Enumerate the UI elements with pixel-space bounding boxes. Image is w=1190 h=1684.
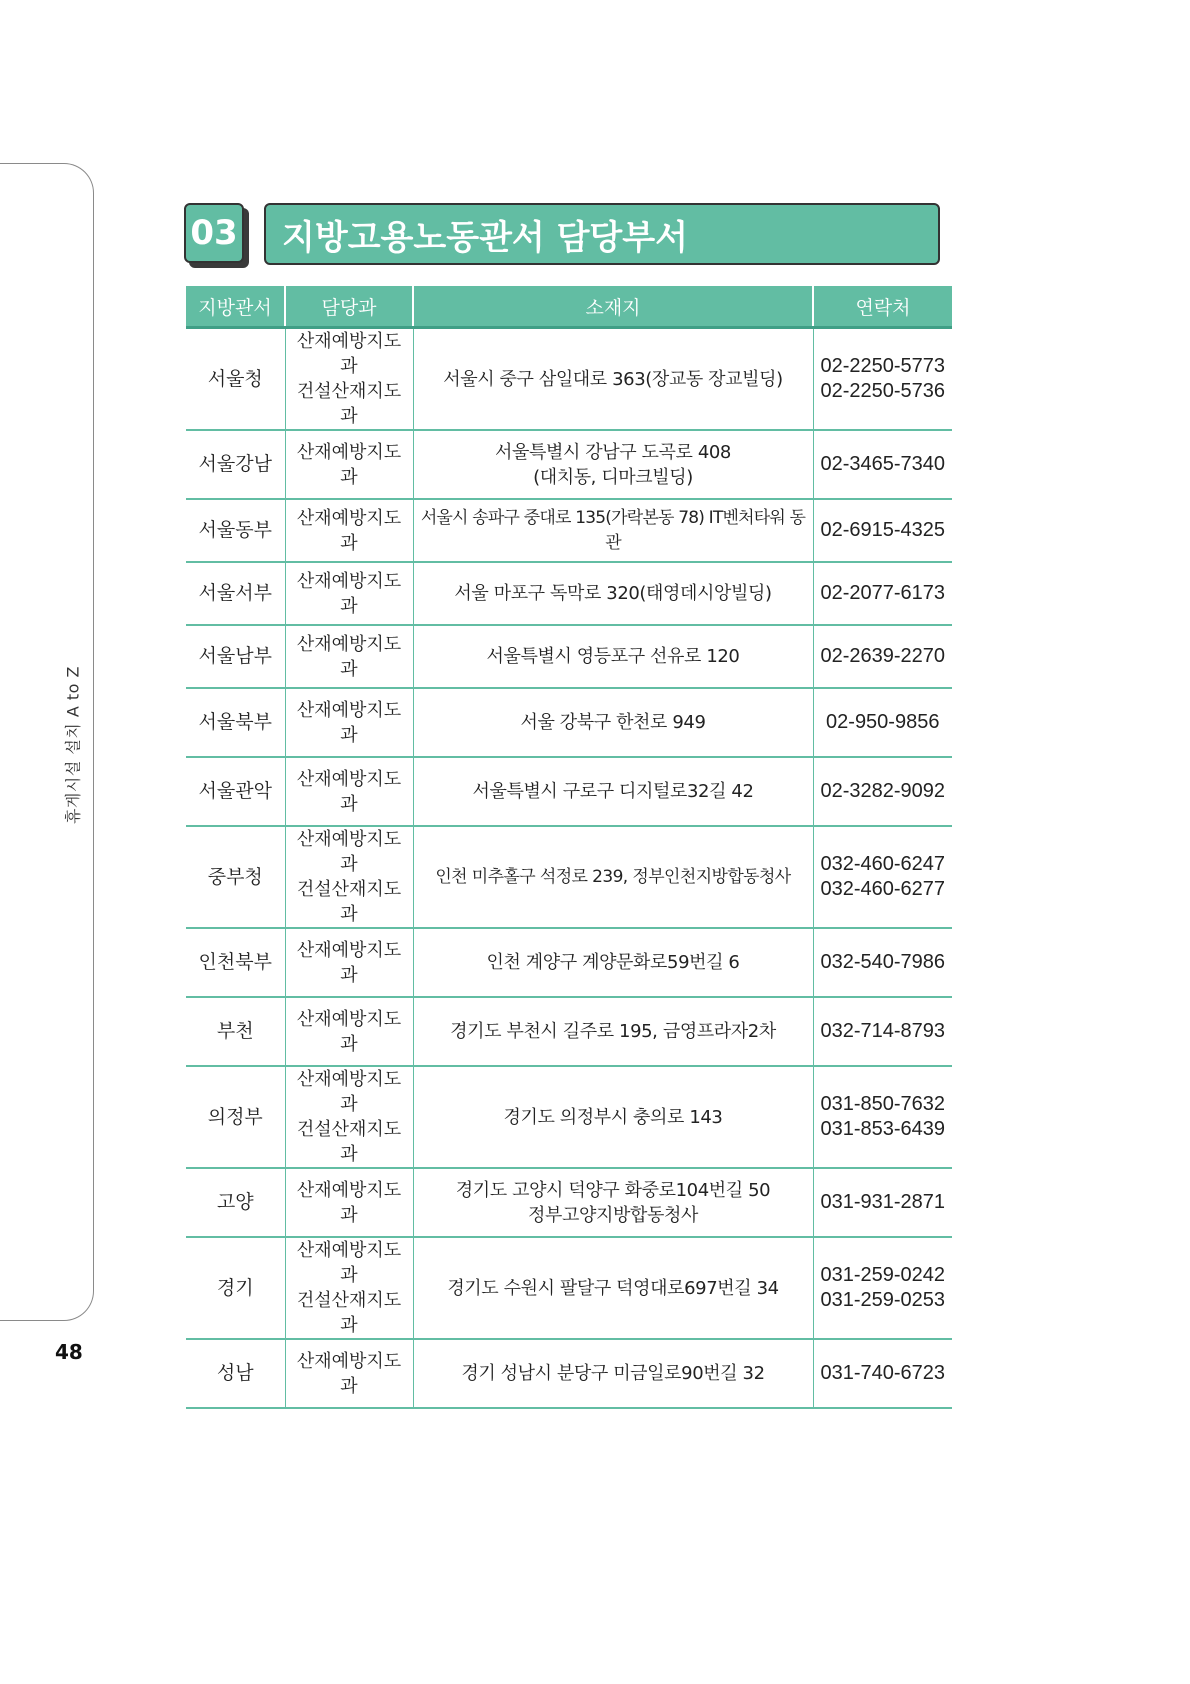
phone-cell: 032-460-6247 032-460-6277 (813, 826, 952, 928)
table-row (186, 328, 952, 431)
address-cell: 경기도 의정부시 충의로 143 (413, 1066, 813, 1168)
address-cell: 인천 미추홀구 석정로 239, 정부인천지방합동청사 (413, 826, 813, 928)
table-row (186, 1339, 952, 1408)
sidebar-label: 휴게시설 설치 A to Z (63, 665, 83, 825)
department-cell: 산재예방지도과 (285, 1339, 413, 1408)
phone-cell: 02-3282-9092 (813, 757, 952, 826)
address-cell: 서울시 송파구 중대로 135(가락본동 78) IT벤처타워 동관 (413, 499, 813, 562)
table-row (186, 997, 952, 1066)
office-cell: 서울관악 (186, 757, 285, 826)
department-cell: 산재예방지도과 (285, 928, 413, 997)
office-cell: 성남 (186, 1339, 285, 1408)
table-row (186, 562, 952, 625)
header-contact: 연락처 (813, 286, 952, 328)
office-cell: 서울동부 (186, 499, 285, 562)
table-row (186, 1168, 952, 1237)
table-row (186, 430, 952, 499)
department-cell: 산재예방지도과 건설산재지도과 (285, 1237, 413, 1339)
section-title: 지방고용노동관서 담당부서 (264, 203, 940, 265)
address-cell: 경기 성남시 분당구 미금일로90번길 32 (413, 1339, 813, 1408)
office-cell: 고양 (186, 1168, 285, 1237)
phone-cell: 032-540-7986 (813, 928, 952, 997)
phone-cell: 032-714-8793 (813, 997, 952, 1066)
page-number: 48 (55, 1340, 83, 1364)
address-cell: 인천 계양구 계양문화로59번길 6 (413, 928, 813, 997)
department-cell: 산재예방지도과 건설산재지도과 (285, 826, 413, 928)
address-cell: 서울특별시 영등포구 선유로 120 (413, 625, 813, 688)
table-row (186, 757, 952, 826)
office-cell: 중부청 (186, 826, 285, 928)
table-header-row (186, 286, 952, 328)
office-table (186, 286, 952, 1409)
department-cell: 산재예방지도과 (285, 562, 413, 625)
office-cell: 서울북부 (186, 688, 285, 757)
phone-cell: 02-950-9856 (813, 688, 952, 757)
address-cell: 서울 마포구 독막로 320(태영데시앙빌딩) (413, 562, 813, 625)
table-row (186, 1066, 952, 1168)
address-cell: 서울시 중구 삼일대로 363(장교동 장교빌딩) (413, 328, 813, 431)
address-cell: 경기도 고양시 덕양구 화중로104번길 50 정부고양지방합동청사 (413, 1168, 813, 1237)
section-number: 03 (184, 203, 244, 263)
header-office: 지방관서 (186, 286, 285, 328)
table-row (186, 1237, 952, 1339)
phone-cell: 02-2077-6173 (813, 562, 952, 625)
office-cell: 서울남부 (186, 625, 285, 688)
table-row (186, 499, 952, 562)
department-cell: 산재예방지도과 (285, 997, 413, 1066)
address-cell: 서울 강북구 한천로 949 (413, 688, 813, 757)
address-cell: 서울특별시 구로구 디지털로32길 42 (413, 757, 813, 826)
phone-cell: 02-3465-7340 (813, 430, 952, 499)
department-cell: 산재예방지도과 (285, 757, 413, 826)
office-cell: 의정부 (186, 1066, 285, 1168)
department-cell: 산재예방지도과 건설산재지도과 (285, 328, 413, 431)
phone-cell: 02-2250-5773 02-2250-5736 (813, 328, 952, 431)
department-cell: 산재예방지도과 건설산재지도과 (285, 1066, 413, 1168)
phone-cell: 031-850-7632 031-853-6439 (813, 1066, 952, 1168)
office-cell: 서울서부 (186, 562, 285, 625)
header-address: 소재지 (413, 286, 813, 328)
department-cell: 산재예방지도과 (285, 430, 413, 499)
table-row (186, 826, 952, 928)
phone-cell: 02-2639-2270 (813, 625, 952, 688)
table-row (186, 625, 952, 688)
office-cell: 서울강남 (186, 430, 285, 499)
department-cell: 산재예방지도과 (285, 499, 413, 562)
office-cell: 서울청 (186, 328, 285, 431)
table-row (186, 928, 952, 997)
header-department: 담당과 (285, 286, 413, 328)
phone-cell: 02-6915-4325 (813, 499, 952, 562)
table-row (186, 688, 952, 757)
department-cell: 산재예방지도과 (285, 688, 413, 757)
address-cell: 경기도 수원시 팔달구 덕영대로697번길 34 (413, 1237, 813, 1339)
phone-cell: 031-740-6723 (813, 1339, 952, 1408)
office-cell: 경기 (186, 1237, 285, 1339)
address-cell: 서울특별시 강남구 도곡로 408 (대치동, 디마크빌딩) (413, 430, 813, 499)
office-cell: 인천북부 (186, 928, 285, 997)
phone-cell: 031-931-2871 (813, 1168, 952, 1237)
department-cell: 산재예방지도과 (285, 625, 413, 688)
phone-cell: 031-259-0242 031-259-0253 (813, 1237, 952, 1339)
department-cell: 산재예방지도과 (285, 1168, 413, 1237)
office-cell: 부천 (186, 997, 285, 1066)
address-cell: 경기도 부천시 길주로 195, 금영프라자2차 (413, 997, 813, 1066)
